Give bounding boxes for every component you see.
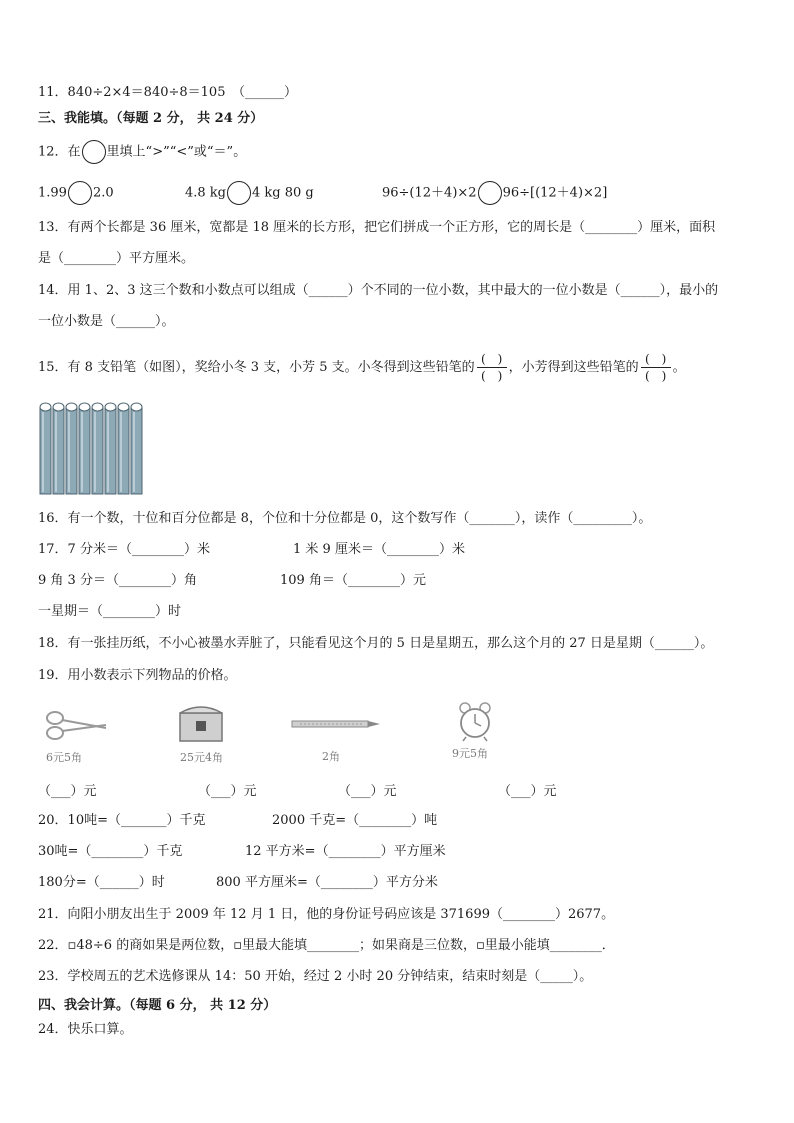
pencil-end: [53, 403, 64, 411]
scissors-icon: [44, 708, 110, 742]
comparison-left: 1.99: [38, 185, 67, 201]
pencil-end: [105, 403, 116, 411]
comparison-item-3: [382, 181, 607, 205]
question-17-c: 9 角 3 分＝（________）角: [38, 573, 197, 588]
comparison-item-2: [185, 181, 314, 205]
alarm-clock-icon: [457, 702, 493, 742]
pencil-body: [53, 408, 64, 494]
comparison-right: 2.0: [92, 185, 114, 201]
price-answer: （___）元: [338, 784, 397, 799]
comparison-circle[interactable]: [478, 181, 502, 205]
question-15-text-2: ，小芳得到这些铅笔的: [508, 360, 639, 375]
price-answer: （___）元: [38, 784, 97, 799]
question-20-d: 12 平方米=（________）平方厘米: [245, 844, 446, 859]
question-12-prompt: [38, 140, 246, 164]
pencils-figure: [38, 400, 150, 498]
question-24: 24．快乐口算。: [38, 1022, 133, 1037]
price-caption: 6元5角: [46, 751, 82, 764]
pencil-body: [118, 408, 129, 494]
pencil-body: [92, 408, 103, 494]
question-20-f: 800 平方厘米=（________）平方分米: [216, 875, 438, 890]
price-answer: （___）元: [498, 784, 557, 799]
pencil-body: [131, 408, 142, 494]
price-caption: 25元4角: [180, 751, 223, 764]
pencil-icon: [290, 718, 382, 730]
question-16: 16．有一个数，十位和百分位都是 8，个位和十分位都是 0，这个数写作（_______），读作（_________）。: [38, 511, 652, 526]
comparison-left: 4.8 kg: [185, 185, 227, 201]
pencil-end: [40, 403, 51, 411]
comparison-right: 4 kg 80 g: [252, 185, 314, 201]
question-11: 11．840÷2×4＝840÷8＝105 （______）: [38, 85, 297, 100]
question-22: 22．▫48÷6 的商如果是两位数，▫里最大能填________；如果商是三位数，▫里最小能填________．: [38, 938, 615, 953]
pencil-end: [79, 403, 90, 411]
fraction-blank[interactable]: [477, 352, 507, 383]
question-17-a: 17．7 分米＝（________）米: [38, 542, 210, 557]
question-19-title: 19．用小数表示下列物品的价格。: [38, 668, 237, 683]
question-14-line-2: 一位小数是（______）。: [38, 314, 175, 329]
comparison-circle[interactable]: [68, 181, 92, 205]
comparison-circle: [82, 140, 106, 164]
question-13-line-2: 是（________）平方厘米。: [38, 251, 195, 266]
section-3-heading: 三、我能填。（每题 2 分， 共 24 分）: [38, 111, 264, 126]
question-20-b: 2000 千克=（________）吨: [272, 813, 438, 828]
question-12-prefix: 12．在: [38, 144, 81, 160]
pencil-body: [79, 408, 90, 494]
question-14-line-1: 14．用 1、2、3 这三个数和小数点可以组成（______）个不同的一位小数，其中最大的一位小数是（______），最小的: [38, 283, 719, 298]
pencil-end: [131, 403, 142, 411]
section-4-heading: 四、我会计算。（每题 6 分， 共 12 分）: [38, 998, 277, 1013]
question-15-text-3: 。: [672, 360, 686, 375]
numerator-blank: ( ): [644, 352, 667, 366]
comparison-left: 96÷(12＋4)×2: [382, 185, 477, 201]
pencil-body: [66, 408, 77, 494]
pencil-body: [105, 408, 116, 494]
pencil-body: [40, 408, 51, 494]
question-12-suffix: 里填上“>”“<”或“＝”。: [106, 144, 247, 160]
pencil-box-icon: [176, 703, 226, 745]
denominator-blank: ( ): [644, 369, 667, 383]
question-15-text-1: 15．有 8 支铅笔（如图），奖给小冬 3 支，小芳 5 支。小冬得到这些铅笔的: [38, 360, 475, 375]
price-caption: 2角: [322, 750, 340, 763]
comparison-right: 96÷[(12＋4)×2]: [502, 185, 608, 201]
comparison-item-1: [38, 181, 114, 205]
question-23: 23．学校周五的艺术选修课从 14：50 开始，经过 2 小时 20 分钟结束，结束时刻是（_____）。: [38, 969, 593, 984]
question-20-a: 20．10吨=（_______）千克: [38, 813, 206, 828]
numerator-blank: ( ): [480, 352, 503, 366]
pencil-end: [92, 403, 103, 411]
comparison-circle[interactable]: [227, 181, 251, 205]
question-17-d: 109 角＝（________）元: [280, 573, 426, 588]
question-20-c: 30吨=（________）千克: [38, 844, 183, 859]
pencil-end: [66, 403, 77, 411]
question-13-line-1: 13．有两个长都是 36 厘米，宽都是 18 厘米的长方形，把它们拼成一个正方形，它的周长是（________）厘米，面积: [38, 220, 716, 235]
question-15: [38, 352, 686, 383]
price-answer: （___）元: [198, 784, 257, 799]
question-17-e: 一星期＝（________）时: [38, 604, 182, 619]
pencil-end: [118, 403, 129, 411]
denominator-blank: ( ): [480, 369, 503, 383]
question-21: 21．向阳小朋友出生于 2009 年 12 月 1 日，他的身份证号码应该是 371699（________）2677。: [38, 907, 615, 922]
question-20-e: 180分=（______）时: [38, 875, 165, 890]
fraction-blank[interactable]: [641, 352, 671, 383]
question-17-b: 1 米 9 厘米＝（________）米: [293, 542, 465, 557]
question-18: 18．有一张挂历纸，不小心被墨水弄脏了，只能看见这个月的 5 日是星期五，那么这个月的 27 日是星期（______）。: [38, 636, 714, 651]
price-caption: 9元5角: [452, 747, 488, 760]
